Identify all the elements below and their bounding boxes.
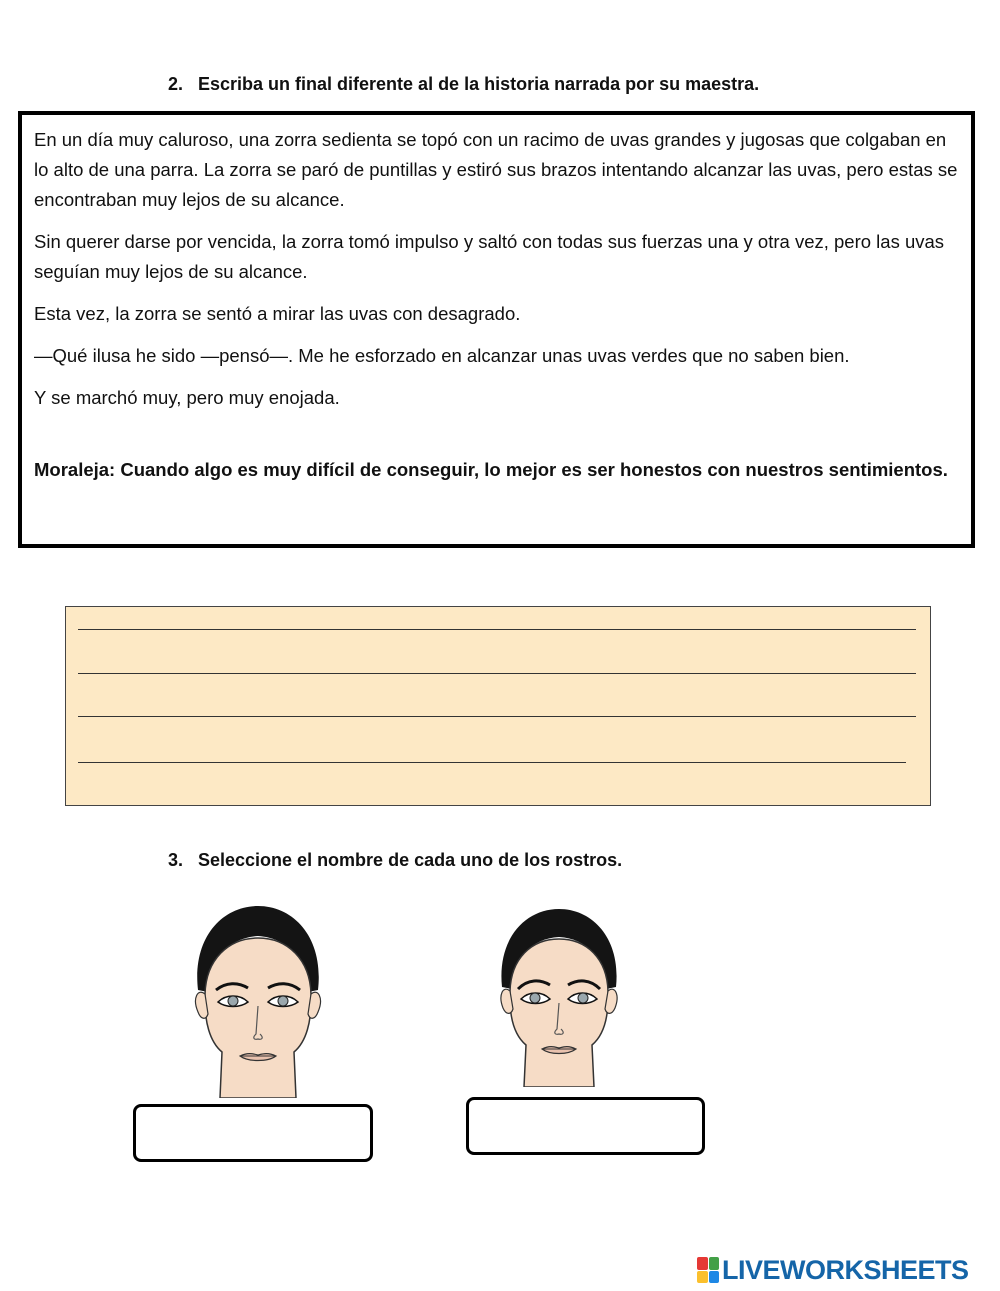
story-paragraph-1: En un día muy caluroso, una zorra sedienta se topó con un racimo de uvas grandes y jugosas que colgaban en lo alto de una parra. La zorra se paró de puntillas y estiró sus brazos intentando alcanzar las uvas, pero estas se encontraban muy lejos de su alcance.	[34, 129, 958, 210]
question-2-text: Escriba un final diferente al de la historia narrada por su maestra.	[198, 74, 760, 94]
liveworksheets-brand	[697, 1254, 969, 1286]
answer-line-3[interactable]	[78, 716, 916, 717]
face-illustration-1	[188, 902, 328, 1098]
question-2-number: 2.	[168, 74, 184, 94]
liveworksheets-wordmark: LIVEWORKSHEETS	[722, 1254, 969, 1285]
answer-line-1[interactable]	[78, 629, 916, 630]
question-2-title	[168, 74, 759, 95]
logo-cell-red	[697, 1257, 708, 1270]
question-3-title	[168, 850, 622, 871]
story-box	[18, 111, 975, 548]
answer-line-4[interactable]	[78, 762, 906, 763]
face-2-name-box[interactable]	[466, 1097, 705, 1155]
answer-line-2[interactable]	[78, 673, 916, 674]
question-3-number: 3.	[168, 850, 184, 870]
face-1-name-box[interactable]	[133, 1104, 373, 1162]
logo-cell-green	[709, 1257, 720, 1270]
liveworksheets-logo-icon	[697, 1257, 719, 1283]
face-1-name-input[interactable]	[136, 1107, 370, 1159]
logo-cell-yellow	[697, 1271, 708, 1284]
story-moral: Moraleja: Cuando algo es muy difícil de conseguir, lo mejor es ser honestos con nuestros sentimientos.	[34, 459, 948, 480]
answer-writing-area[interactable]	[65, 606, 931, 806]
story-paragraph-5: Y se marchó muy, pero muy enojada.	[34, 387, 340, 408]
face-2-name-input[interactable]	[469, 1100, 702, 1152]
question-3-text: Seleccione el nombre de cada uno de los rostros.	[198, 850, 623, 870]
logo-cell-blue	[709, 1271, 720, 1284]
story-paragraph-4: —Qué ilusa he sido —pensó—. Me he esforzado en alcanzar unas uvas verdes que no saben bien.	[34, 345, 850, 366]
face-illustration-2	[494, 905, 624, 1087]
story-paragraph-3: Esta vez, la zorra se sentó a mirar las uvas con desagrado.	[34, 303, 521, 324]
story-paragraph-2: Sin querer darse por vencida, la zorra tomó impulso y saltó con todas sus fuerzas una y otra vez, pero las uvas seguían muy lejos de su alcance.	[34, 231, 945, 282]
